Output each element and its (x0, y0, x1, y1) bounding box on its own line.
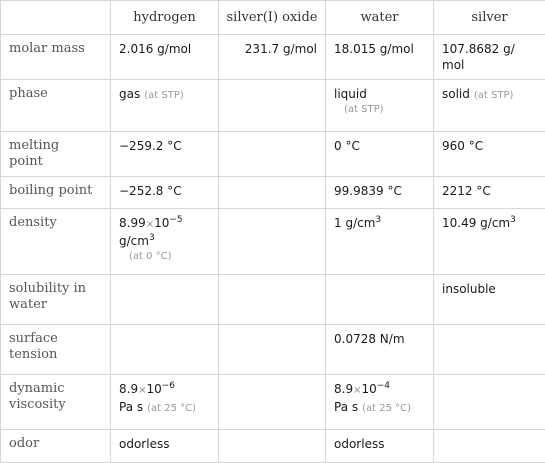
viscosity-unit: Pa s (119, 400, 143, 414)
corner-cell (1, 1, 111, 35)
cell-hydrogen-phase (111, 80, 219, 132)
cell-silver-melting-point: 960 °C (434, 132, 545, 177)
density-exponent: −5 (169, 215, 182, 225)
cell-silver-density (434, 209, 545, 275)
cell-silver-oxide-odor (219, 430, 326, 463)
cell-silver-oxide-density (219, 209, 326, 275)
cell-silver-oxide-viscosity (219, 375, 326, 430)
row-label: molar mass (1, 35, 111, 80)
phase-note: (at STP) (474, 90, 514, 101)
row-density (1, 209, 545, 275)
header-row (1, 1, 545, 35)
row-dynamic-viscosity (1, 375, 545, 430)
row-boiling-point (1, 177, 545, 209)
cell-hydrogen-melting-point: −259.2 °C (111, 132, 219, 177)
row-odor (1, 430, 545, 463)
viscosity-note: (at 25 °C) (362, 403, 411, 414)
cell-hydrogen-density (111, 209, 219, 275)
cell-hydrogen-viscosity (111, 375, 219, 430)
cell-silver-oxide-boiling-point (219, 177, 326, 209)
row-label: odor (1, 430, 111, 463)
row-phase (1, 80, 545, 132)
row-label: phase (1, 80, 111, 132)
cell-silver-surface-tension (434, 325, 545, 375)
cell-silver-oxide-solubility (219, 275, 326, 325)
cell-water-phase (326, 80, 434, 132)
phase-value: liquid (334, 87, 367, 101)
base-ten: 10 (361, 382, 376, 396)
cell-hydrogen-surface-tension (111, 325, 219, 375)
phase-value: solid (442, 87, 470, 101)
cell-silver-boiling-point: 2212 °C (434, 177, 545, 209)
row-surface-tension (1, 325, 545, 375)
viscosity-mantissa: 8.9 (119, 382, 138, 396)
viscosity-exponent: −6 (162, 381, 175, 391)
row-solubility (1, 275, 545, 325)
row-label: surface tension (1, 325, 111, 375)
row-label: solubility in water (1, 275, 111, 325)
density-value: 1 g/cm (334, 216, 375, 230)
viscosity-mantissa: 8.9 (334, 382, 353, 396)
cell-silver-oxide-phase (219, 80, 326, 132)
phase-note: (at STP) (344, 102, 425, 118)
times-sign: × (353, 385, 361, 396)
row-melting-point (1, 132, 545, 177)
viscosity-note: (at 25 °C) (147, 403, 196, 414)
cell-water-viscosity (326, 375, 434, 430)
cell-silver-odor (434, 430, 545, 463)
row-molar-mass (1, 35, 545, 80)
cell-water-molar-mass: 18.015 g/mol (326, 35, 434, 80)
density-mantissa: 8.99 (119, 216, 146, 230)
row-label: melting point (1, 132, 111, 177)
phase-note: (at STP) (144, 90, 184, 101)
viscosity-unit: Pa s (334, 400, 358, 414)
cell-hydrogen-solubility (111, 275, 219, 325)
cell-water-density (326, 209, 434, 275)
times-sign: × (138, 385, 146, 396)
density-note: (at 0 °C) (129, 249, 210, 265)
cell-silver-oxide-surface-tension (219, 325, 326, 375)
cell-silver-phase (434, 80, 545, 132)
row-label: density (1, 209, 111, 275)
cell-hydrogen-odor: odorless (111, 430, 219, 463)
row-label: boiling point (1, 177, 111, 209)
unit-exponent: 3 (149, 233, 155, 243)
unit-exponent: 3 (510, 215, 516, 225)
cell-silver-molar-mass: 107.8682 g/ mol (434, 35, 545, 80)
cell-water-surface-tension: 0.0728 N/m (326, 325, 434, 375)
column-header-water: water (326, 1, 434, 35)
cell-water-solubility (326, 275, 434, 325)
cell-water-melting-point: 0 °C (326, 132, 434, 177)
column-header-silver-oxide: silver(I) oxide (219, 1, 326, 35)
cell-silver-oxide-molar-mass: 231.7 g/mol (219, 35, 326, 80)
density-unit: g/cm (119, 234, 149, 248)
base-ten: 10 (146, 382, 161, 396)
cell-hydrogen-boiling-point: −252.8 °C (111, 177, 219, 209)
cell-hydrogen-molar-mass: 2.016 g/mol (111, 35, 219, 80)
cell-silver-oxide-melting-point (219, 132, 326, 177)
column-header-silver: silver (434, 1, 545, 35)
column-header-hydrogen: hydrogen (111, 1, 219, 35)
cell-silver-solubility: insoluble (434, 275, 545, 325)
cell-silver-viscosity (434, 375, 545, 430)
viscosity-exponent: −4 (377, 381, 390, 391)
times-sign: × (146, 219, 154, 230)
cell-water-odor: odorless (326, 430, 434, 463)
base-ten: 10 (154, 216, 169, 230)
unit-exponent: 3 (375, 215, 381, 225)
phase-value: gas (119, 87, 140, 101)
cell-water-boiling-point: 99.9839 °C (326, 177, 434, 209)
density-value: 10.49 g/cm (442, 216, 510, 230)
row-label: dynamic viscosity (1, 375, 111, 430)
